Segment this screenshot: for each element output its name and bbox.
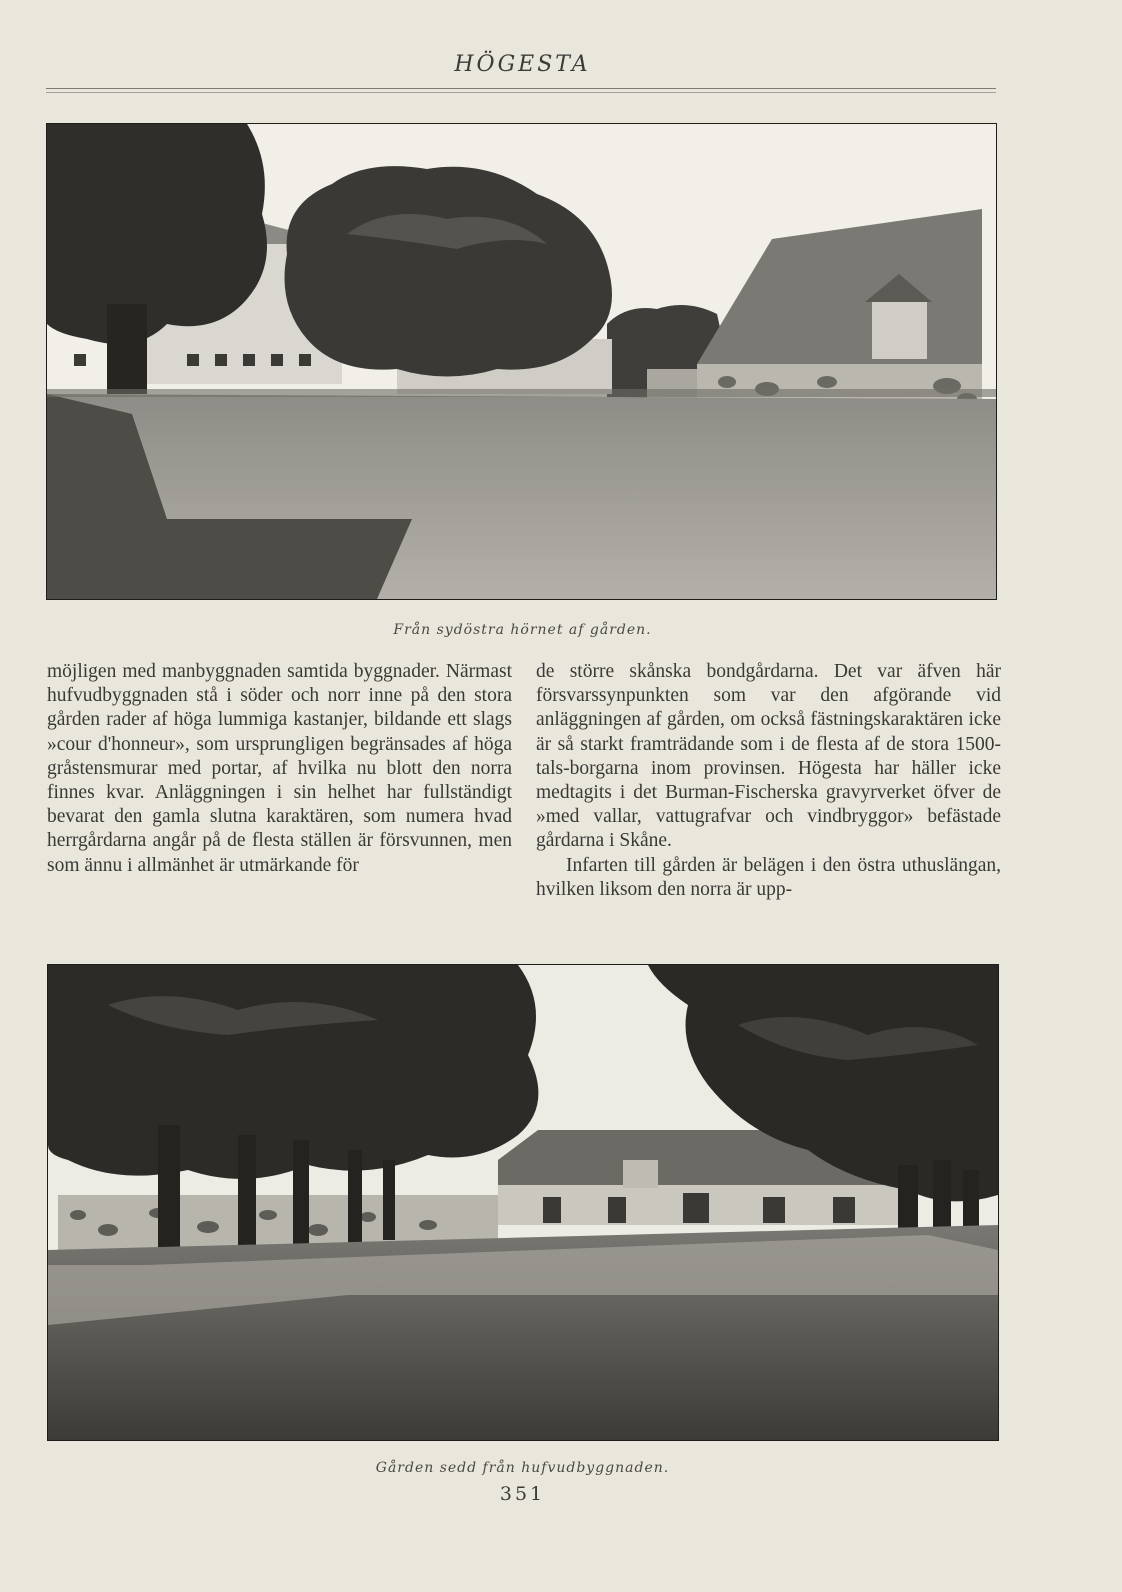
page-number: 351: [499, 1483, 546, 1505]
paragraph: Infarten till gården är belägen i den östra uthuslängan, hvilken liksom den norra är upp-: [536, 854, 1001, 900]
text-column-left: [47, 660, 512, 878]
photo-courtyard-southeast: [46, 123, 997, 600]
paragraph: möjligen med manbyggnaden samtida byggnader. Närmast hufvudbyggnaden stå i söder och norr inne på den stora gården rader af höga lummiga kastanjer, bildande ett slags »cour d'honneur», som ursprungligen begränsades af höga gråstensmurar med portar, af hvilka nu blott den norra finnes kvar. Anläggningen i sin helhet har fullständigt bevarat den gamla slutna karaktären, som numera hvad herrgårdarna angår på de flesta ställen är försvunnen, men som ännu i allmänhet är utmärkande för: [47, 661, 512, 876]
photo-caption: Gården sedd från hufvudbyggnaden.: [375, 1460, 670, 1476]
photo-caption: Från sydöstra hörnet af gården.: [393, 622, 652, 638]
photo-courtyard-from-main-building: [47, 964, 999, 1441]
text-column-right: [536, 660, 1001, 902]
header-rule: [46, 88, 996, 89]
header-rule-thin: [46, 92, 996, 93]
paragraph: de större skånska bondgårdarna. Det var äfven här försvarssynpunkten som var den afgörande vid anläggningen af gården, om också fästningskaraktären icke är så starkt framträdande som i de flesta af de stora 1500-tals-borgarna inom provinsen. Högesta har häller icke medtagits i det Burman-Fischerska gravyrverket öfver de »med vallar, vattugrafvar och vindbryggor» befästade gårdarna i Skåne.: [536, 661, 1001, 852]
running-header: HÖGESTA: [454, 52, 591, 77]
